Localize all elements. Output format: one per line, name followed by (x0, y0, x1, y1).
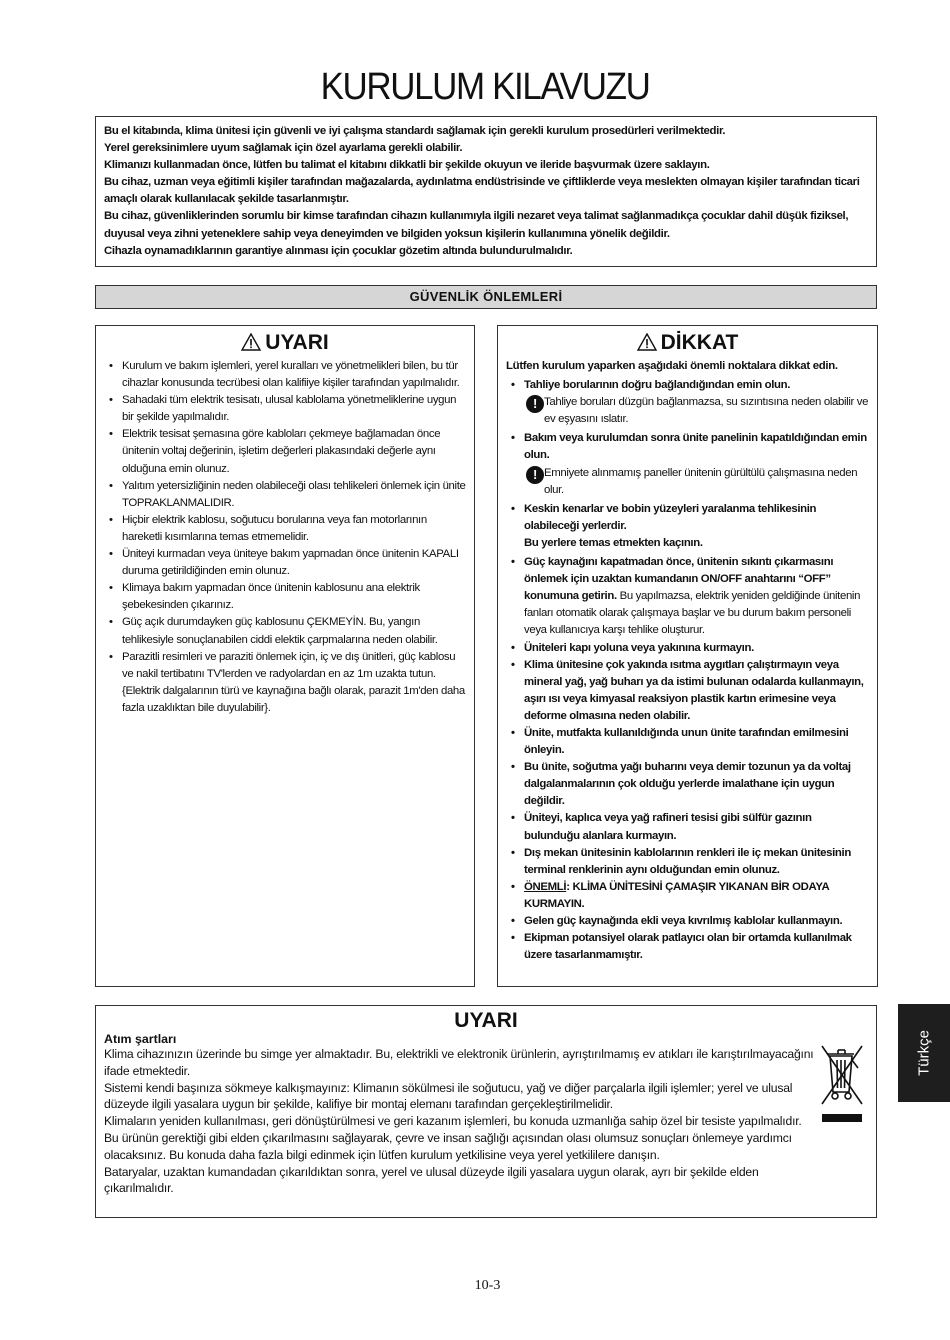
page-number: 10-3 (474, 1278, 501, 1293)
warning-section (95, 325, 475, 987)
list-item: • Hiçbir elektrik kablosu, soğutucu borularına veya fan motorlarının hareketli kısımlarına temas etmemelidir. (104, 512, 466, 546)
warning-title (104, 330, 466, 356)
list-item: • Klima ünitesine çok yakında ısıtma aygıtları çalıştırmayın veya mineral yağ, yağ buharı ya da istimi bulunan odalarda kullanmayın, aşırı ısı veya kimyasal reaksiyon plastik kartın erimesine veya deforme olmasına neden olabilir. (506, 657, 869, 725)
list-item: • Keskin kenarlar ve bobin yüzeyleri yaralanma tehlikesinin olabileceği yerlerdir. (506, 501, 869, 535)
important-label: ÖNEMLİ (524, 880, 567, 893)
list-item: • Tahliye borularının doğru bağlandığından emin olun. (506, 377, 869, 394)
warning-list (104, 358, 466, 717)
list-item: • Üniteyi kurmadan veya üniteye bakım yapmadan önce ünitenin KAPALI duruma getirildiğinden emin olunuz. (104, 546, 466, 580)
page-title: KURULUM KILAVUZU (320, 66, 650, 108)
intro-line: Bu cihaz, uzman veya eğitimli kişiler tarafından mağazalarda, aydınlatma endüstrisinde ve çiftliklerde veya meslekten olmayan kişiler tarafından ticari amaçlı olarak kullanılacak şekilde tasarlanmıştır. (104, 176, 860, 206)
caution-list (506, 501, 869, 535)
list-item: • Parazitli resimleri ve paraziti önlemek için, iç ve dış ünitleri, güç kablosu ve nakil tertibatını TV'lerden ve radyolardan en az 1m uzakta tutun. {Elektrik dalgalarının türü ve kaynağına bağlı olarak, parazit 1m'den daha fazla uzaklıktan bile duyulabilir}. (104, 649, 466, 717)
intro-box (95, 116, 877, 267)
language-tab (898, 1004, 950, 1102)
list-item: • Gelen güç kaynağında ekli veya kıvrılmış kablolar kullanmayın. (506, 913, 869, 930)
list-item: • Yalıtım yetersizliğinin neden olabileceği olası tehlikeleri önlemek için ünite TOPRAKLANMALIDIR. (104, 478, 466, 512)
language-tab-label: Türkçe (915, 1030, 933, 1076)
disposal-paragraph: Sistemi kendi başınıza sökmeye kalkışmayınız: Klimanın sökülmesi ile soğutucu, yağ ve diğer parçalarla ilgili işlemler; yerel ve ulusal düzeyde ilgili yasalara uygun bir şekilde, kalifiye bir montaj elemanı tarafından gerçekleştirilmelidir. (104, 1080, 793, 1112)
list-item: • Kurulum ve bakım işlemleri, yerel kuralları ve yönetmelikleri bilen, bu tür cihazlar konusunda tecrübesi olan kalifiiye kişiler tarafından yapılmalıdır. (104, 358, 466, 392)
list-item: • Güç açık durumdayken güç kablosunu ÇEKMEYİN. Bu, yangın tehlikesiyle sonuçlanabilen ciddi elektik çarpmalarına neden olabilir. (104, 614, 466, 648)
disposal-text (104, 1046, 814, 1197)
disposal-subtitle: Atım şartları (104, 1032, 177, 1046)
warning-triangle-icon (637, 333, 657, 351)
list-item: • Elektrik tesisat şemasına göre kabloları çekmeye bağlamadan önce ünitenin voltaj değerinin, işletim değerleri plakasındaki değerle aynı olduğuna emin olunuz. (104, 426, 466, 477)
caution-list (506, 554, 869, 964)
intro-line: Klimanızı kullanmadan önce, lütfen bu talimat el kitabını dikkatli bir şekilde okuyun ve ileride başvurmak üzere saklayın. (104, 159, 710, 172)
warning-triangle-icon (241, 333, 261, 351)
caution-title-text: DİKKAT (660, 331, 739, 354)
list-item: • Dış mekan ünitesinin kablolarının renkleri ile iç mekan ünitesinin terminal renklerinin aynı olduğundan emin olunuz. (506, 845, 869, 879)
list-item: • Sahadaki tüm elektrik tesisatı, ulusal kablolama yönetmeliklerine uygun bir şekilde yapılmalıdır. (104, 392, 466, 426)
intro-line: Bu el kitabında, klima ünitesi için güvenli ve iyi çalışma standardı sağlamak için gerekli kurulum prosedürleri verilmektedir. (104, 125, 726, 137)
crossed-bin-icon (818, 1040, 866, 1126)
list-item: • Klimaya bakım yapmadan önce ünitenin kablosunu ana elektrik şebekesinden çıkarınız. (104, 580, 466, 614)
important-text: : KLİMA ÜNİTESİNİ ÇAMAŞIR YIKANAN BİR ODAYA KURMAYIN. (524, 880, 829, 910)
exclamation-circle-icon: ! (526, 395, 544, 413)
caution-subline: Bu yerlere temas etmekten kaçının. (524, 536, 703, 549)
caution-section (497, 325, 878, 987)
list-item: • Bu ünite, soğutma yağı buharını veya demir tozunun ya da voltaj dalgalanmalarının çok olduğu yerlerde imalathane için uygun değildir. (506, 759, 869, 810)
intro-line: Bu cihaz, güvenliklerinden sorumlu bir kimse tarafından cihazın kullanımıyla ilgili nezaret veya talimat sağlanmadıkça çocuklar dahil düşük fiziksel, duyusal veya zihni yeteneklere sahip veya deneyimden ve bilgiden yoksun kişilerin kullanımına yönelik değildir. (104, 210, 849, 240)
disposal-section (95, 1005, 877, 1218)
caution-list (506, 377, 869, 394)
list-item: • Üniteyi, kaplıca veya yağ rafineri tesisi gibi sülfür gazının bulunduğu alanlara kurmayın. (506, 810, 869, 844)
list-item: • Ekipman potansiyel olarak patlayıcı olan bir ortamda kullanılmak üzere tasarlanmamıştır. (506, 930, 869, 964)
note-row (506, 465, 869, 499)
caution-list (506, 430, 869, 464)
list-item (506, 554, 869, 639)
note-text: Emniyete alınmamış paneller ünitenin gürültülü çalışmasına neden olur. (544, 466, 858, 496)
list-item-normal: Bu yapılmazsa, elektrik yeniden geldiğinde ünitenin fanları otomatik olarak çalışmaya başlar ve bu durum bakım personeli veya kullanıcıya karşı tehlike oluşturur. (524, 590, 861, 637)
warning-title-text: UYARI (265, 331, 329, 354)
exclamation-circle-icon: ! (526, 466, 544, 484)
list-item: • Ünite, mutfakta kullanıldığında unun ünite tarafından emilmesini önleyin. (506, 725, 869, 759)
intro-line: Cihazla oynamadıklarının garantiye alınması için çocuklar gözetim altında bulundurulmalıdır. (104, 244, 573, 257)
note-row (506, 394, 869, 428)
disposal-paragraph: Klima cihazınızın üzerinde bu simge yer almaktadır. Bu, elektrikli ve elektronik ürünlerin, ayrıştırılmamış ev atıkları ile karıştırılmayacağını ifade etmektedir. (104, 1047, 814, 1078)
intro-line: Yerel gereksinimlere uyum sağlamak için özel ayarlama gerekli olabilir. (104, 142, 463, 155)
caution-title (506, 330, 869, 356)
list-item: • Üniteleri kapı yoluna veya yakınına kurmayın. (506, 640, 869, 657)
note-text: Tahliye boruları düzgün bağlanmazsa, su sızıntısına neden olabilir ve ev eşyasını ıslatır. (544, 396, 869, 426)
list-item-bold: Güç kaynağını kapatmadan önce, ünitenin sıkıntı çıkarmasını önlemek için uzaktan kumandanın ON/OFF anahtarını “OFF” konumuna getirin. (524, 556, 834, 603)
disposal-title: UYARI (454, 1009, 518, 1032)
list-item: • Bakım veya kurulumdan sonra ünite panelinin kapatıldığından emin olun. (506, 430, 869, 464)
disposal-paragraph: Bataryalar, uzaktan kumandadan çıkarıldıktan sonra, yerel ve ulusal düzeyde ilgili yasalara uygun olarak, ayrı bir şekilde elden çıkarılmalıdır. (104, 1164, 759, 1196)
list-item (506, 879, 869, 913)
disposal-paragraph: Klimaların yeniden kullanılması, geri dönüştürülmesi ve geri kazanım işlemleri, bu konuda uzmanlığa sahip özel bir tesiste yapılmalıdır. Bu ürünün gerektiği gibi elden çıkarılmasını sağlayarak, çevre ve insan sağlığı açısından olası olumsuz sonuçları önlemeye yardımcı olacaksınız. Bu konuda daha fazla bilgi edinmek için lütfen kurulum yetkilisine veya yerel yetkililere danışın. (104, 1114, 802, 1162)
caution-intro: Lütfen kurulum yaparken aşağıdaki önemli noktalara dikkat edin. (506, 360, 838, 372)
safety-header: GÜVENLİK ÖNLEMLERİ (95, 285, 877, 309)
